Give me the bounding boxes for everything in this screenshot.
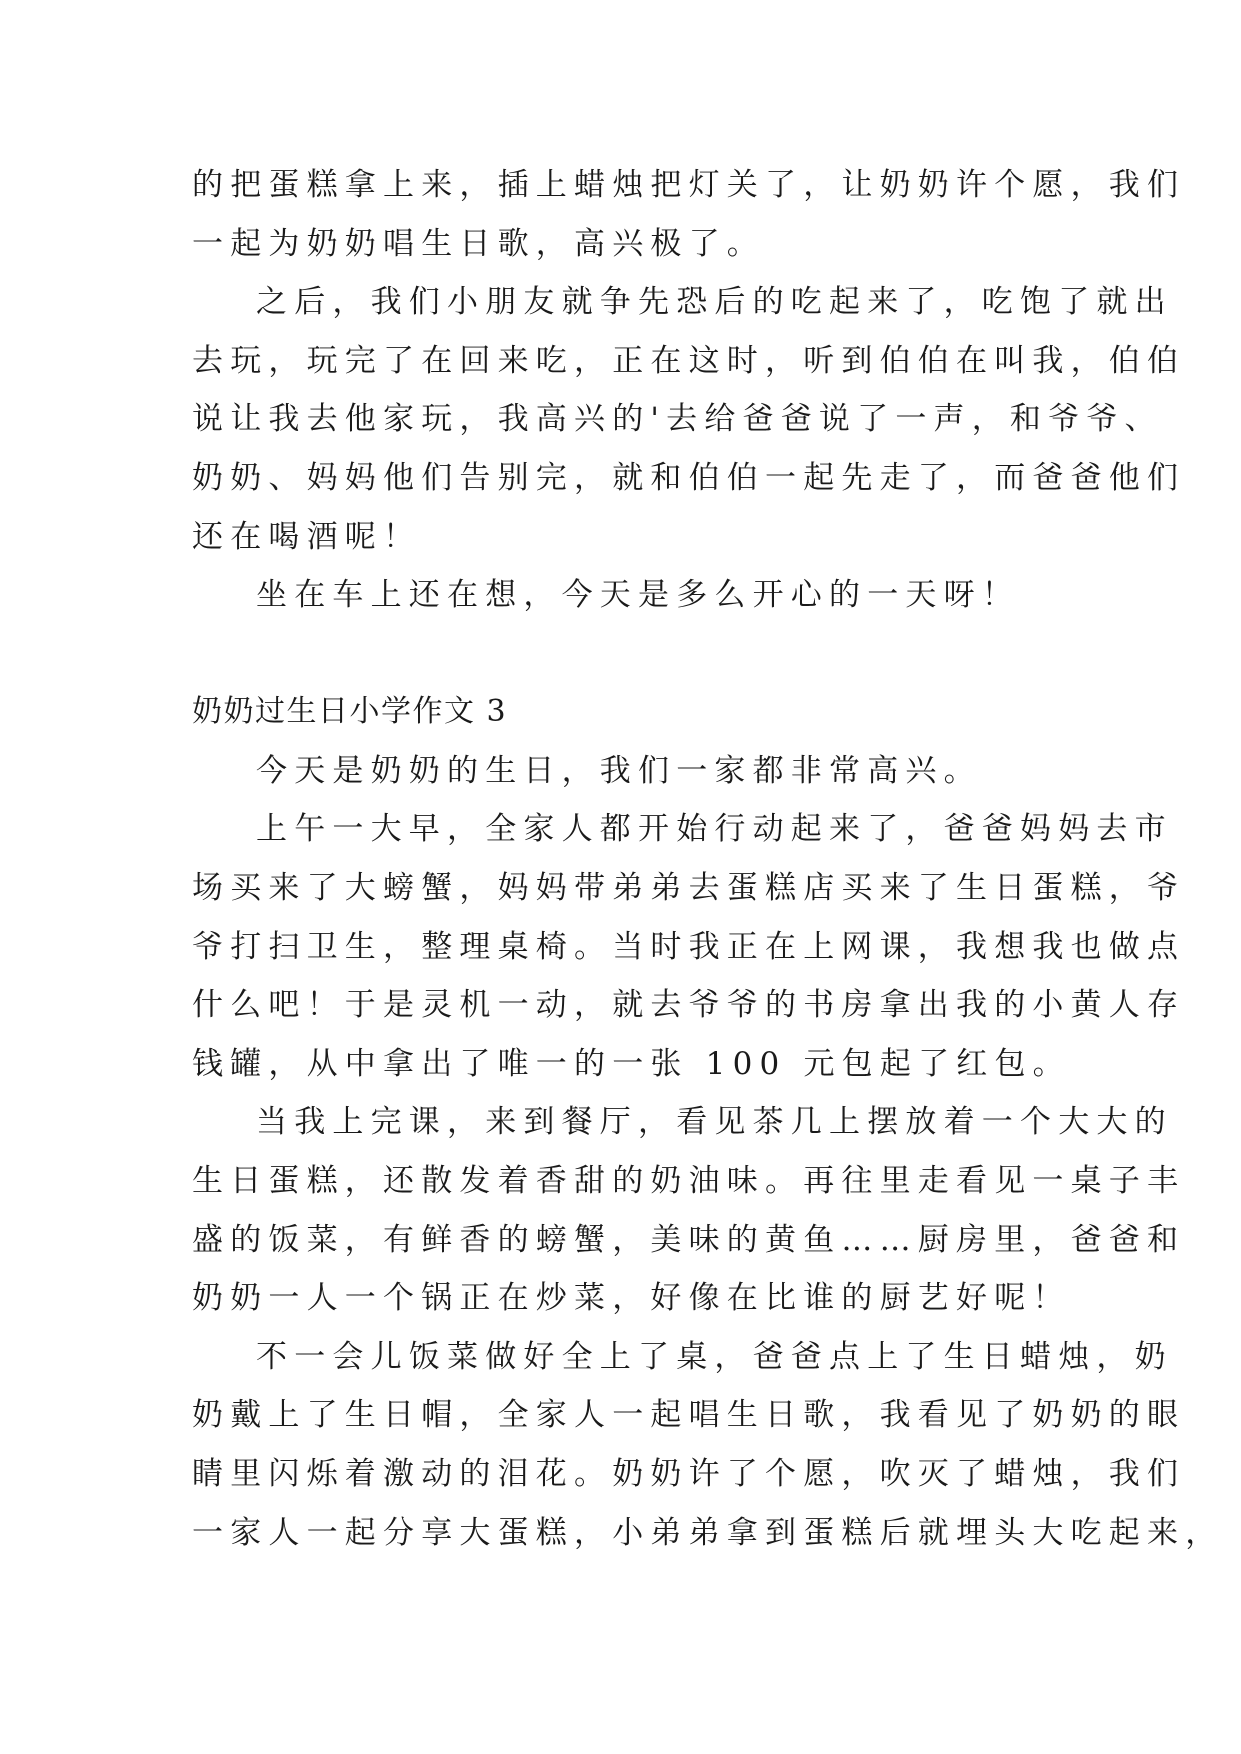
- paragraph-line: 说让我去他家玩，我高兴的'去给爸爸说了一声，和爷爷、: [192, 401, 1163, 437]
- paragraph-line: 奶奶、妈妈他们告别完，就和伯伯一起先走了，而爸爸他们: [192, 460, 1186, 496]
- paragraph-line: 睛里闪烁着激动的泪花。奶奶许了个愿，吹灭了蜡烛，我们: [192, 1456, 1186, 1492]
- paragraph-line: 去玩，玩完了在回来吃，正在这时，听到伯伯在叫我，伯伯: [192, 343, 1186, 379]
- paragraph-line: 当我上完课，来到餐厅，看见茶几上摆放着一个大大的: [256, 1104, 1173, 1140]
- paragraph-line: 爷打扫卫生，整理桌椅。当时我正在上网课，我想我也做点: [192, 929, 1186, 965]
- paragraph-line: 还在喝酒呢！: [192, 519, 422, 555]
- paragraph-line: 之后，我们小朋友就争先恐后的吃起来了，吃饱了就出: [256, 284, 1173, 320]
- paragraph-line: 的把蛋糕拿上来，插上蜡烛把灯关了，让奶奶许个愿，我们: [192, 167, 1186, 203]
- paragraph-line: 一起为奶奶唱生日歌，高兴极了。: [192, 226, 765, 262]
- essay-heading: 奶奶过生日小学作文 3: [192, 694, 508, 729]
- paragraph-line: 奶奶一人一个锅正在炒菜，好像在比谁的厨艺好呢！: [192, 1280, 1071, 1316]
- paragraph-line: 什么吧！于是灵机一动，就去爷爷的书房拿出我的小黄人存: [192, 987, 1186, 1023]
- paragraph-line: 不一会儿饭菜做好全上了桌，爸爸点上了生日蜡烛，奶: [256, 1339, 1173, 1375]
- paragraph-line: 奶戴上了生日帽，全家人一起唱生日歌，我看见了奶奶的眼: [192, 1397, 1186, 1433]
- paragraph-line: 今天是奶奶的生日，我们一家都非常高兴。: [256, 753, 982, 789]
- paragraph-line: 一家人一起分享大蛋糕，小弟弟拿到蛋糕后就埋头大吃起来，: [192, 1515, 1224, 1551]
- paragraph-line: 生日蛋糕，还散发着香甜的奶油味。再往里走看见一桌子丰: [192, 1163, 1186, 1199]
- paragraph-line: 场买来了大螃蟹，妈妈带弟弟去蛋糕店买来了生日蛋糕，爷: [192, 870, 1186, 906]
- paragraph-line: 上午一大早，全家人都开始行动起来了，爸爸妈妈去市: [256, 811, 1173, 847]
- paragraph-line: 坐在车上还在想，今天是多么开心的一天呀！: [256, 577, 1020, 613]
- paragraph-line: 盛的饭菜，有鲜香的螃蟹，美味的黄鱼……厨房里，爸爸和: [192, 1222, 1186, 1258]
- paragraph-line: 钱罐，从中拿出了唯一的一张 100 元包起了红包。: [192, 1046, 1071, 1082]
